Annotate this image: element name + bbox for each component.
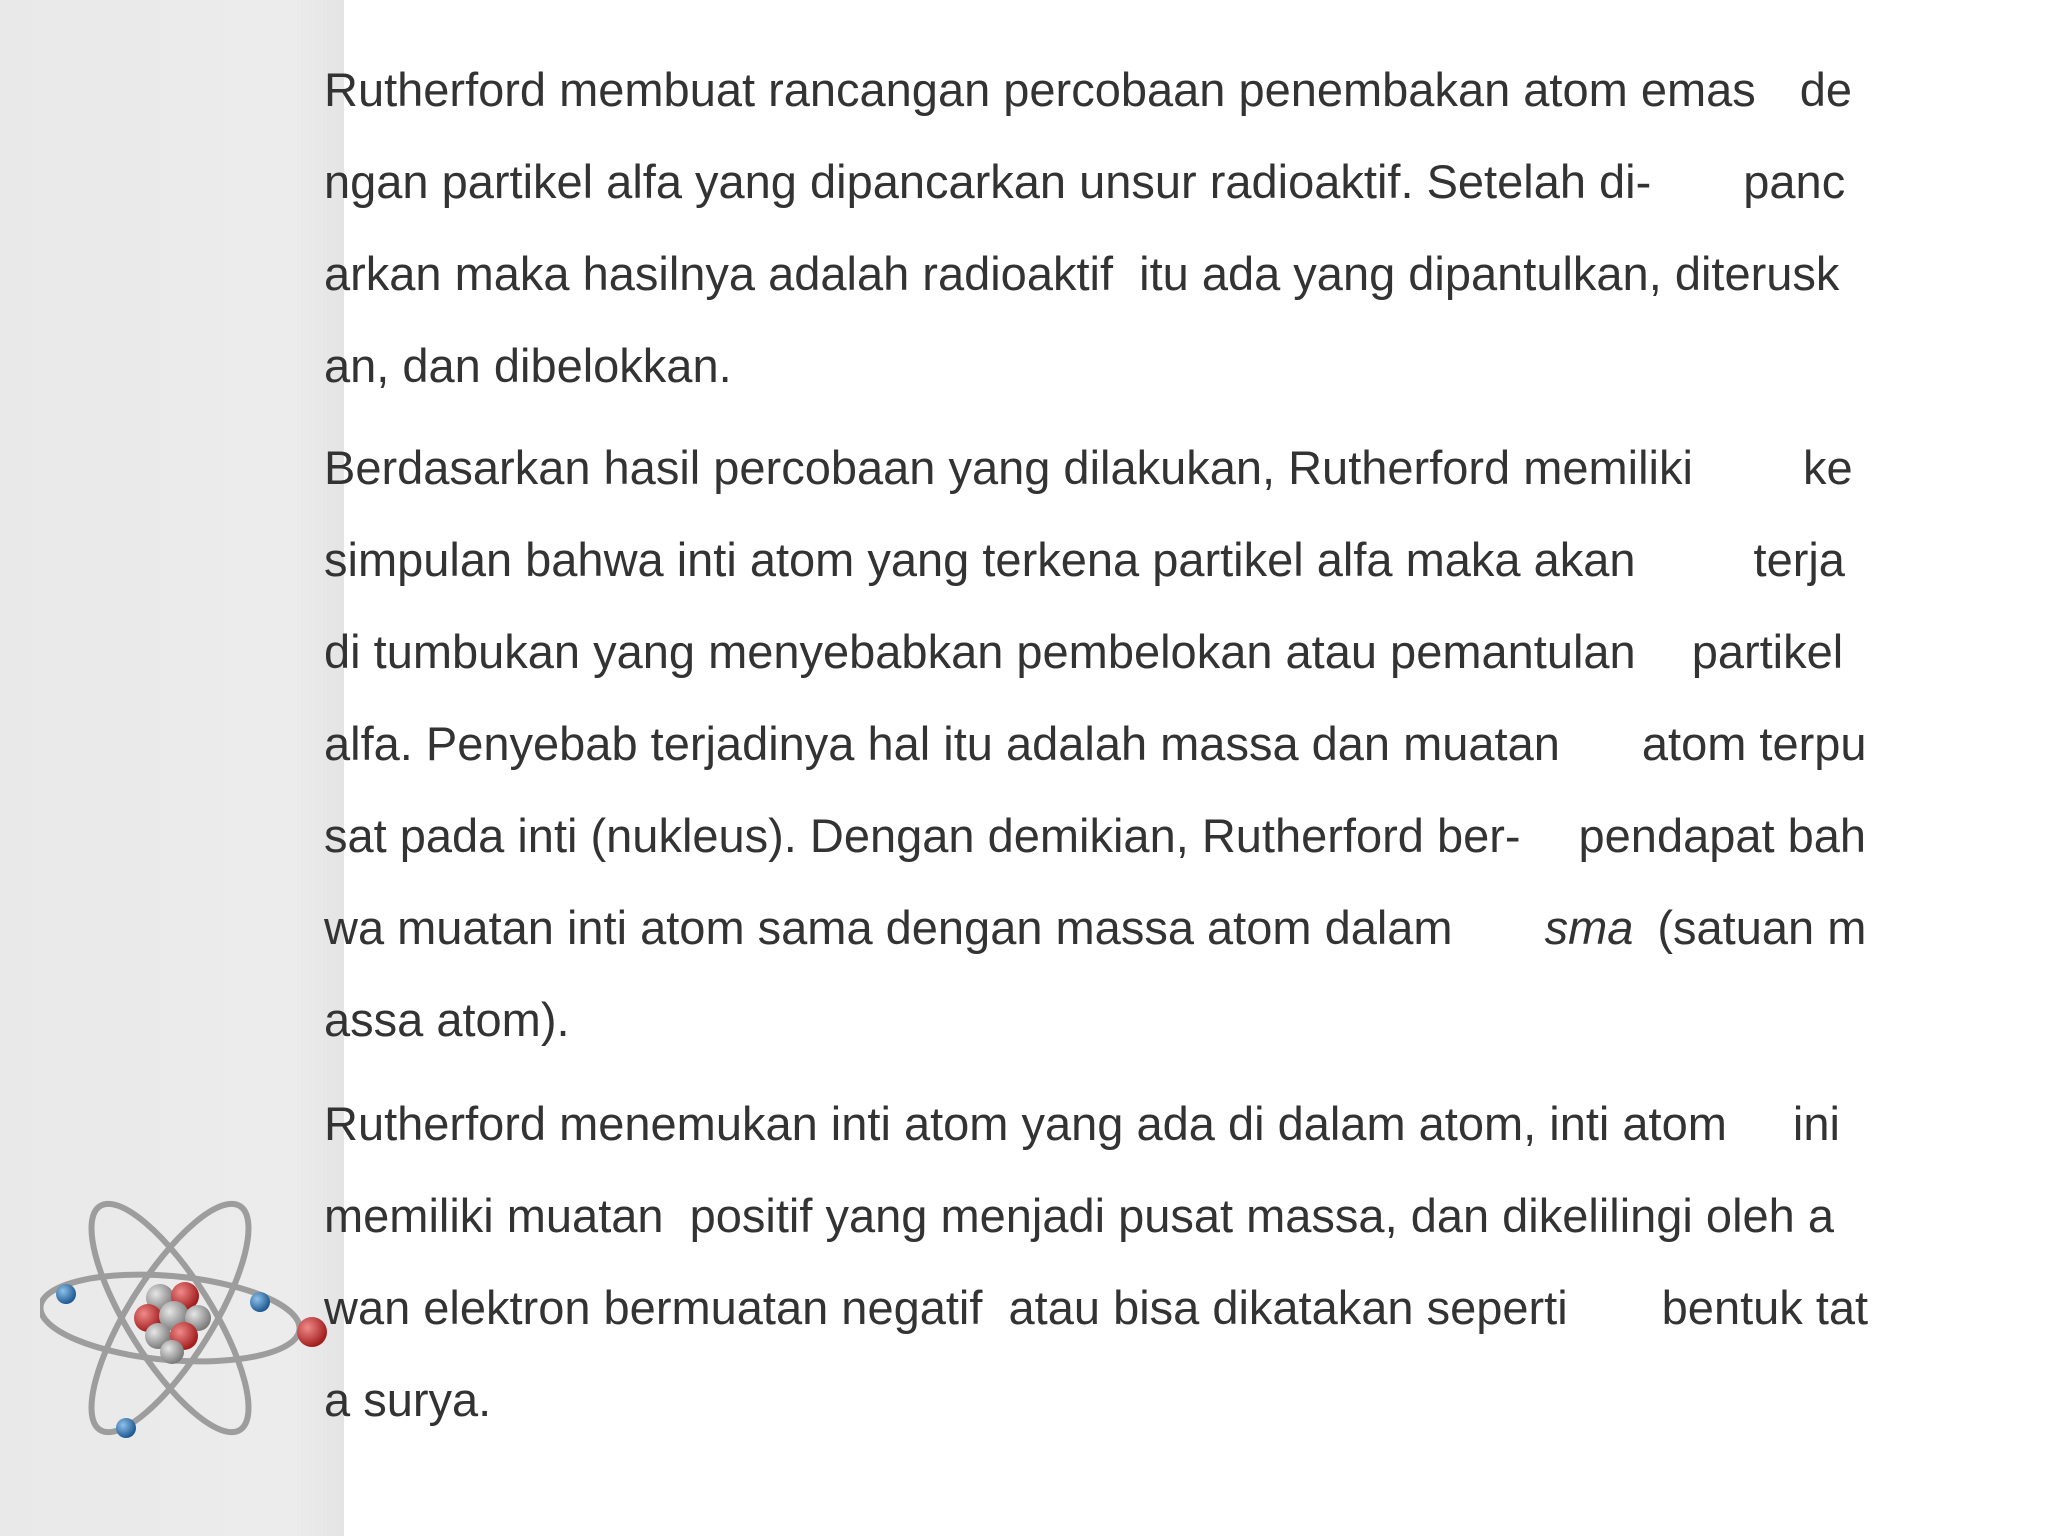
text-line: Rutherford menemukan inti atom yang ada di dalam atom, inti atom ini: [324, 1097, 1840, 1150]
text-line: wa muatan inti atom sama dengan massa atom dalam sma (satuan m: [324, 901, 1867, 954]
text-line: assa atom).: [324, 993, 570, 1046]
text-line: wan elektron bermuatan negatif atau bisa dikatakan seperti bentuk tat: [324, 1281, 1869, 1334]
sma-term: sma: [1544, 901, 1634, 954]
text-line: Berdasarkan hasil percobaan yang dilakukan, Rutherford memiliki ke: [324, 441, 1853, 494]
text-line: Rutherford membuat rancangan percobaan penembakan atom emas de: [324, 63, 1853, 116]
text-line: di tumbukan yang menyebabkan pembelokan atau pemantulan partikel: [324, 625, 1844, 678]
text-line: sat pada inti (nukleus). Dengan demikian, Rutherford ber- pendapat bah: [324, 809, 1867, 862]
text-line: an, dan dibelokkan.: [324, 339, 732, 392]
text-line: alfa. Penyebab terjadinya hal itu adalah massa dan muatan atom terpu: [324, 717, 1867, 770]
text-line: ngan partikel alfa yang dipancarkan unsur radioaktif. Setelah di- panc: [324, 155, 1846, 208]
text-line: a surya.: [324, 1373, 492, 1426]
text-line: arkan maka hasilnya adalah radioaktif itu ada yang dipantulkan, diterusk: [324, 247, 1840, 300]
text-line: simpulan bahwa inti atom yang terkena partikel alfa maka akan terja: [324, 533, 1845, 586]
text-line: memiliki muatan positif yang menjadi pusat massa, dan dikelilingi oleh a: [324, 1189, 1834, 1242]
